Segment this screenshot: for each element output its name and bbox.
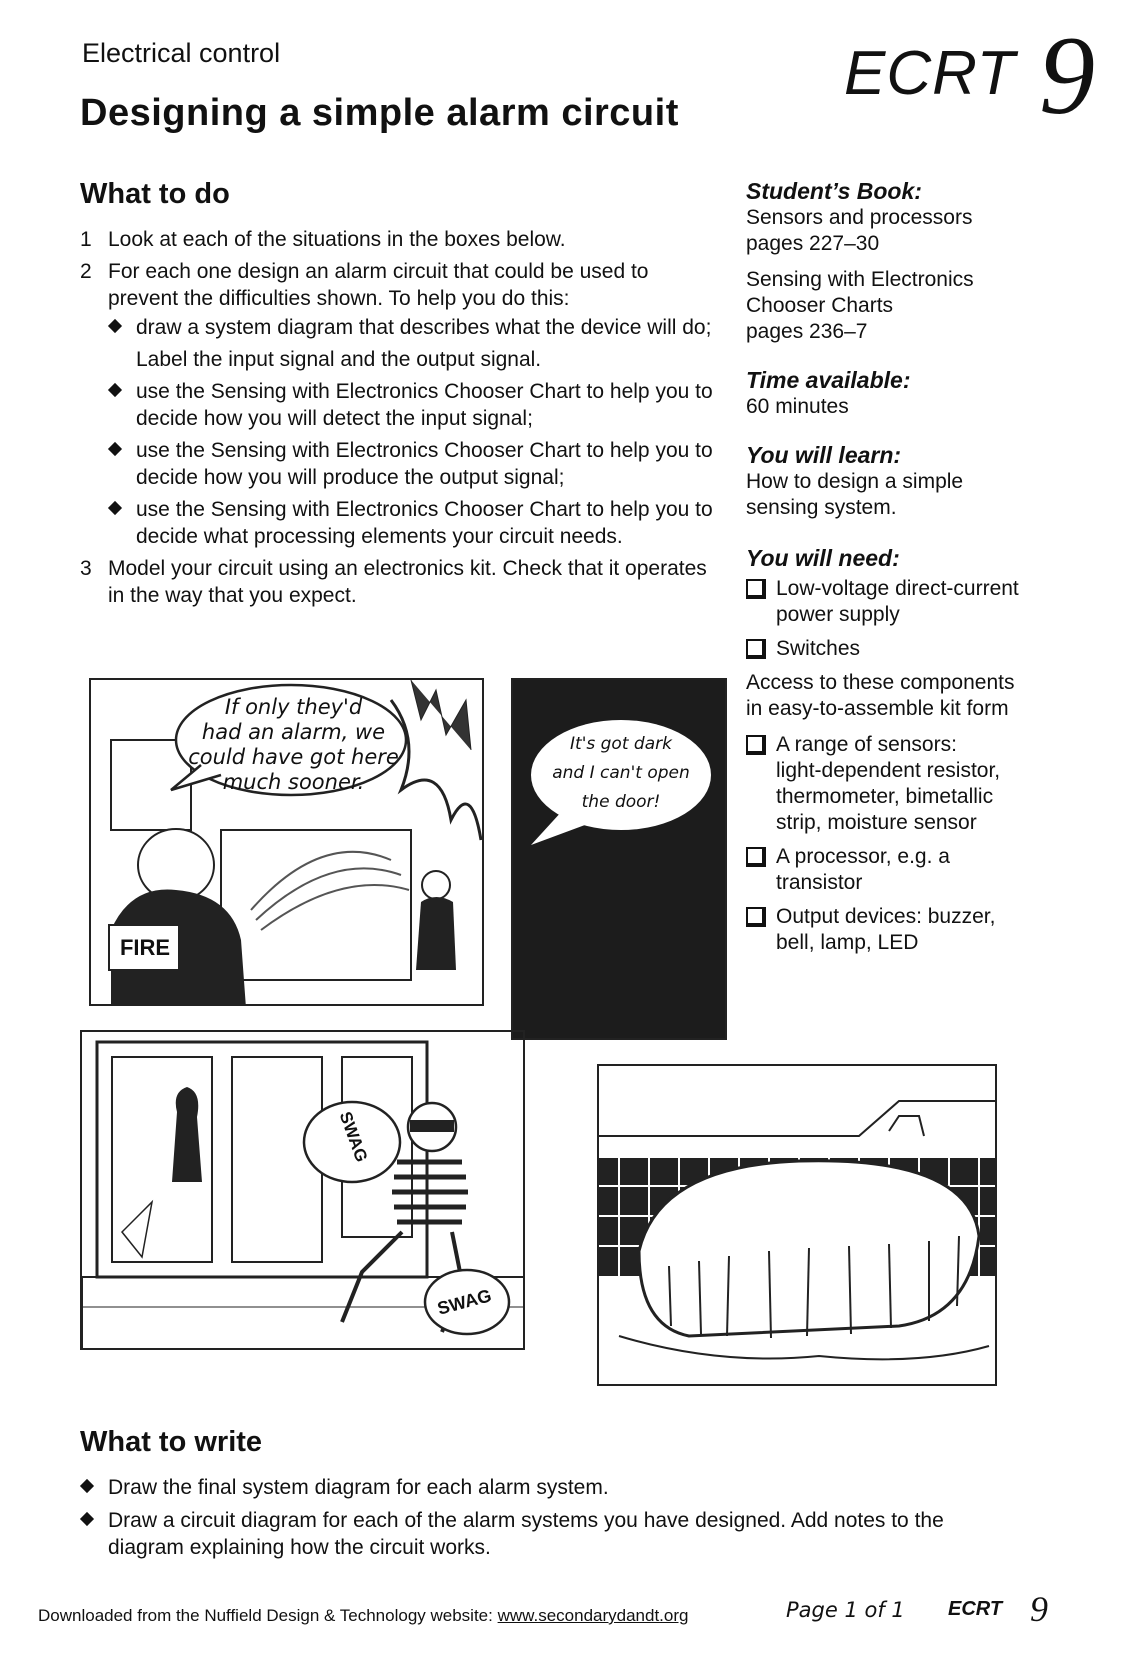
need-heading: You will need: <box>746 545 900 571</box>
students-book-ref: Sensors and processors pages 227–30 Sensing with Electronics Chooser Charts pages 236–7 <box>746 206 974 343</box>
page-number: Page 1 of 1 <box>786 1598 905 1622</box>
write-item: Draw a circuit diagram for each of the alarm systems you have designed. Add notes to the diagram explaining how the circuit works. <box>80 1507 1020 1561</box>
diamond-bullet-icon <box>108 319 122 333</box>
footer-code-number: 9 <box>1030 1589 1048 1629</box>
step-2-bullet: use the Sensing with Electronics Chooser Chart to help you to decide what processing elements your circuit needs. <box>108 496 720 550</box>
sidebar <box>746 178 1076 964</box>
diamond-bullet-icon <box>80 1479 94 1493</box>
unit-code-letters: ECRT <box>844 39 1016 108</box>
checkbox-icon <box>746 579 766 599</box>
need-item: A processor, e.g. a transistor <box>746 844 1076 896</box>
fire-jacket-label: FIRE <box>119 935 171 960</box>
burglar-cartoon <box>80 1030 525 1350</box>
time-heading: Time available: <box>746 367 911 393</box>
what-to-write-heading: What to write <box>80 1426 263 1458</box>
footer-code-letters: ECRT <box>948 1598 1003 1620</box>
need-item: A range of sensors: light-dependent resistor, thermometer, bimetallic strip, moisture sensor <box>746 732 1076 836</box>
fire-cartoon <box>89 678 484 1006</box>
diamond-bullet-icon <box>108 383 122 397</box>
footer-source: Downloaded from the Nuffield Design & Technology website: www.secondarydandt.org <box>38 1606 689 1625</box>
what-to-do-heading: What to do <box>80 178 230 210</box>
steps-list <box>80 226 720 614</box>
dark-speech-bubble: It's got dark and I can't open the door! <box>552 734 690 812</box>
need-item: Low-voltage direct-current power supply <box>746 576 1076 628</box>
step-2-bullet: use the Sensing with Electronics Chooser Chart to help you to decide how you will detect the input signal; <box>108 378 720 432</box>
write-item: Draw the final system diagram for each alarm system. <box>80 1474 1020 1501</box>
step-2-bullet: draw a system diagram that describes what the device will do; <box>108 314 720 341</box>
students-book-heading: Student’s Book: <box>746 178 922 204</box>
learn-text: How to design a simple sensing system. <box>746 470 964 519</box>
bath-cartoon <box>597 1064 997 1386</box>
need-item: Switches <box>746 636 1076 662</box>
step-1: 1 Look at each of the situations in the boxes below. <box>80 228 566 251</box>
diamond-bullet-icon <box>80 1512 94 1526</box>
diamond-bullet-icon <box>108 442 122 456</box>
checkbox-icon <box>746 639 766 659</box>
footer-website-link[interactable]: www.secondarydandt.org <box>497 1606 689 1625</box>
step-2: 2 For each one design an alarm circuit that could be used to prevent the difficulties shown. To help you do this: draw a system diagram that describes what the device will do; Label the input signal and the output signal. use the Sensing with Electronics Chooser Chart to help you to decide how you will detect the input signal; use the Sensing with Electronics Chooser Chart to help you to decide how you will produce the output signal; use the Sensing with Electronics Chooser Chart to help you to decide what processing elements your circuit needs. <box>80 258 720 550</box>
diamond-bullet-icon <box>108 501 122 515</box>
checkbox-icon <box>746 735 766 755</box>
need-item: Output devices: buzzer, bell, lamp, LED <box>746 904 1076 956</box>
time-value: 60 minutes <box>746 395 849 418</box>
swag-label-bag-2: SWAG <box>435 1285 494 1319</box>
checkbox-icon <box>746 907 766 927</box>
access-note: Access to these components in easy-to-assemble kit form <box>746 671 1015 720</box>
step-2-label-note: Label the input signal and the output signal. <box>136 348 542 371</box>
step-2-bullets <box>108 314 720 550</box>
unit-code-number: 9 <box>1039 14 1096 138</box>
learn-heading: You will learn: <box>746 442 902 468</box>
subject-heading: Electrical control <box>82 38 281 68</box>
checkbox-icon <box>746 847 766 867</box>
step-3: 3 Model your circuit using an electronics kit. Check that it operates in the way that you expect. <box>80 557 707 607</box>
swag-label-bag-1: SWAG <box>335 1109 372 1165</box>
fire-speech-bubble: If only they'd had an alarm, we could have got here much sooner. <box>188 695 399 794</box>
dark-cartoon <box>511 678 727 1040</box>
page-title: Designing a simple alarm circuit <box>80 92 679 134</box>
unit-code <box>844 14 1096 138</box>
step-2-bullet: use the Sensing with Electronics Chooser Chart to help you to decide how you will produce the output signal; <box>108 437 720 491</box>
bath-illustration <box>599 1066 997 1386</box>
what-to-write-list <box>80 1474 1020 1567</box>
